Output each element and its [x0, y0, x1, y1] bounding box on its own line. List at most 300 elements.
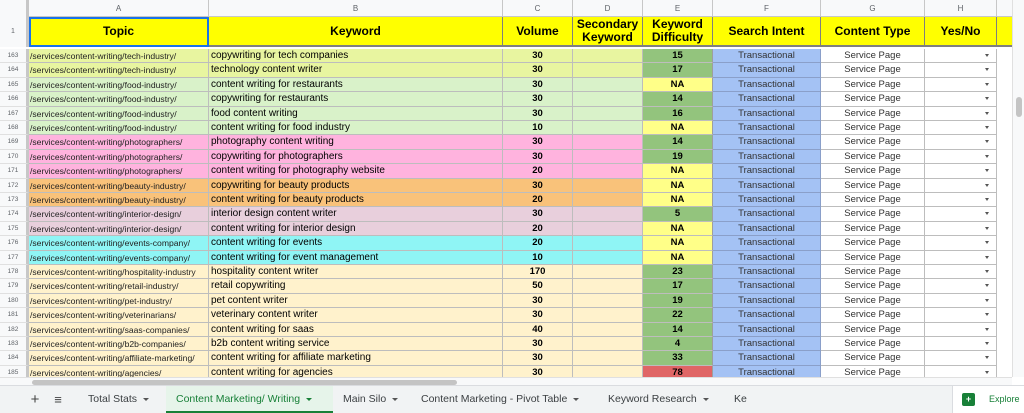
cell-yes-no[interactable]	[925, 121, 997, 135]
cell-secondary-keyword[interactable]	[573, 121, 643, 135]
cell-secondary-keyword[interactable]	[573, 63, 643, 77]
header-content-type[interactable]: Content Type	[821, 17, 925, 47]
cell-topic[interactable]: /services/content-writing/saas-companies/	[29, 323, 209, 337]
cell-yes-no[interactable]	[925, 207, 997, 221]
cell-search-intent[interactable]: Transactional	[713, 63, 821, 77]
column-letter-e[interactable]: E	[643, 0, 713, 17]
cell-volume[interactable]: 30	[503, 207, 573, 221]
table-row	[0, 323, 1012, 337]
tab-dropdown-icon[interactable]	[703, 398, 709, 401]
cell-secondary-keyword[interactable]	[573, 78, 643, 92]
tab-dropdown-icon[interactable]	[392, 398, 398, 401]
table-row	[0, 294, 1012, 308]
table-row	[0, 63, 1012, 77]
cell-keyword-difficulty[interactable]: 16	[643, 107, 713, 121]
cell-content-type[interactable]: Service Page	[821, 150, 925, 164]
cell-yes-no[interactable]	[925, 92, 997, 106]
cell-keyword[interactable]: pet content writer	[209, 294, 503, 308]
cell-volume[interactable]: 30	[503, 107, 573, 121]
column-letter-h[interactable]: H	[925, 0, 997, 17]
cell-yes-no[interactable]	[925, 236, 997, 250]
row-number[interactable]: 180	[0, 294, 29, 308]
cell-secondary-keyword[interactable]	[573, 179, 643, 193]
cell-content-type[interactable]: Service Page	[821, 63, 925, 77]
cell-topic[interactable]: /services/content-writing/interior-design/	[29, 207, 209, 221]
cell-topic[interactable]: /services/content-writing/veterinarians/	[29, 308, 209, 322]
row-number[interactable]: 173	[0, 193, 29, 207]
cell-yes-no[interactable]	[925, 323, 997, 337]
cell-keyword[interactable]: copywriting for restaurants	[209, 92, 503, 106]
dropdown-arrow-icon[interactable]	[985, 198, 989, 201]
cell-keyword-difficulty[interactable]: 23	[643, 265, 713, 279]
table-row	[0, 92, 1012, 106]
cell-search-intent[interactable]: Transactional	[713, 351, 821, 365]
cell-keyword[interactable]: content writing for interior design	[209, 222, 503, 236]
cell-keyword[interactable]: content writing for photography website	[209, 164, 503, 178]
cell-keyword-difficulty[interactable]: 14	[643, 135, 713, 149]
cell-keyword-difficulty[interactable]: NA	[643, 222, 713, 236]
data-grid	[0, 49, 1012, 377]
cell-secondary-keyword[interactable]	[573, 279, 643, 293]
cell-yes-no[interactable]	[925, 193, 997, 207]
cell-volume[interactable]: 20	[503, 193, 573, 207]
dropdown-arrow-icon[interactable]	[985, 342, 989, 345]
tab-dropdown-icon[interactable]	[306, 398, 312, 401]
cell-content-type[interactable]: Service Page	[821, 193, 925, 207]
table-row	[0, 193, 1012, 207]
header-yes-no[interactable]: Yes/No	[925, 17, 997, 47]
cell-secondary-keyword[interactable]	[573, 236, 643, 250]
cell-topic[interactable]: /services/content-writing/events-company/	[29, 236, 209, 250]
cell-keyword-difficulty[interactable]: 14	[643, 92, 713, 106]
cell-yes-no[interactable]	[925, 279, 997, 293]
cell-secondary-keyword[interactable]	[573, 135, 643, 149]
column-header-bar	[0, 0, 1012, 17]
select-all-corner[interactable]	[0, 0, 29, 17]
table-row	[0, 236, 1012, 250]
tab-dropdown-icon[interactable]	[573, 398, 579, 401]
cell-keyword[interactable]: hospitality content writer	[209, 265, 503, 279]
cell-content-type[interactable]: Service Page	[821, 49, 925, 63]
cell-keyword[interactable]: content writing for food industry	[209, 121, 503, 135]
cell-content-type[interactable]: Service Page	[821, 351, 925, 365]
cell-keyword[interactable]: content writing for restaurants	[209, 78, 503, 92]
cell-topic[interactable]: /services/content-writing/tech-industry/	[29, 49, 209, 63]
row-number[interactable]: 177	[0, 251, 29, 265]
cell-topic[interactable]: /services/content-writing/photographers/	[29, 150, 209, 164]
cell-keyword-difficulty[interactable]: 15	[643, 49, 713, 63]
explore-button[interactable]	[952, 386, 1024, 413]
row-number[interactable]: 178	[0, 265, 29, 279]
table-row	[0, 179, 1012, 193]
cell-content-type[interactable]: Service Page	[821, 236, 925, 250]
table-row	[0, 251, 1012, 265]
cell-secondary-keyword[interactable]	[573, 265, 643, 279]
tab-total-stats[interactable]	[78, 386, 164, 413]
cell-keyword-difficulty[interactable]: 33	[643, 351, 713, 365]
cell-yes-no[interactable]	[925, 63, 997, 77]
row-number[interactable]: 175	[0, 222, 29, 236]
cell-volume[interactable]: 40	[503, 323, 573, 337]
cell-secondary-keyword[interactable]	[573, 164, 643, 178]
cell-search-intent[interactable]: Transactional	[713, 49, 821, 63]
cell-secondary-keyword[interactable]	[573, 351, 643, 365]
cell-keyword[interactable]: copywriting for photographers	[209, 150, 503, 164]
dropdown-arrow-icon[interactable]	[985, 212, 989, 215]
cell-secondary-keyword[interactable]	[573, 294, 643, 308]
tab-label: Content Marketing - Pivot Table	[421, 393, 568, 405]
dropdown-arrow-icon[interactable]	[985, 299, 989, 302]
cell-content-type[interactable]: Service Page	[821, 308, 925, 322]
cell-yes-no[interactable]	[925, 164, 997, 178]
cell-keyword-difficulty[interactable]: 17	[643, 279, 713, 293]
cell-topic[interactable]: /services/content-writing/events-company/	[29, 251, 209, 265]
vertical-scrollbar[interactable]	[1012, 0, 1024, 377]
dropdown-arrow-icon[interactable]	[985, 371, 989, 374]
row-number[interactable]: 179	[0, 279, 29, 293]
tab-content-marketing-writing[interactable]	[166, 386, 333, 413]
header-keyword[interactable]: Keyword	[209, 17, 503, 47]
cell-topic[interactable]: /services/content-writing/food-industry/	[29, 121, 209, 135]
table-row	[0, 308, 1012, 322]
tab-pivot-table[interactable]	[411, 386, 596, 413]
table-row	[0, 351, 1012, 365]
cell-topic[interactable]: /services/content-writing/photographers/	[29, 135, 209, 149]
cell-yes-no[interactable]	[925, 251, 997, 265]
tab-main-silo[interactable]	[333, 386, 409, 413]
column-letter-c[interactable]: C	[503, 0, 573, 17]
header-row	[0, 17, 1012, 47]
cell-yes-no[interactable]	[925, 222, 997, 236]
cell-yes-no[interactable]	[925, 78, 997, 92]
cell-volume[interactable]: 10	[503, 251, 573, 265]
dropdown-arrow-icon[interactable]	[985, 227, 989, 230]
cell-search-intent[interactable]: Transactional	[713, 251, 821, 265]
cell-secondary-keyword[interactable]	[573, 337, 643, 351]
dropdown-arrow-icon[interactable]	[985, 97, 989, 100]
cell-search-intent[interactable]: Transactional	[713, 121, 821, 135]
tab-label: Ke	[734, 393, 747, 405]
cell-secondary-keyword[interactable]	[573, 251, 643, 265]
explore-label: Explore	[989, 394, 1020, 404]
cell-content-type[interactable]: Service Page	[821, 107, 925, 121]
table-row	[0, 78, 1012, 92]
cell-yes-no[interactable]	[925, 351, 997, 365]
cell-topic[interactable]: /services/content-writing/photographers/	[29, 164, 209, 178]
tab-label: Main Silo	[343, 393, 387, 405]
dropdown-arrow-icon[interactable]	[985, 112, 989, 115]
table-row	[0, 366, 1012, 377]
cell-keyword[interactable]: technology content writer	[209, 63, 503, 77]
cell-volume[interactable]: 30	[503, 49, 573, 63]
cell-content-type[interactable]: Service Page	[821, 164, 925, 178]
column-letter-f[interactable]: F	[713, 0, 821, 17]
dropdown-arrow-icon[interactable]	[985, 140, 989, 143]
cell-volume[interactable]: 170	[503, 265, 573, 279]
cell-content-type[interactable]: Service Page	[821, 265, 925, 279]
row-number[interactable]: 176	[0, 236, 29, 250]
cell-topic[interactable]: /services/content-writing/tech-industry/	[29, 63, 209, 77]
dropdown-arrow-icon[interactable]	[985, 241, 989, 244]
dropdown-arrow-icon[interactable]	[985, 184, 989, 187]
cell-keyword-difficulty[interactable]: 19	[643, 294, 713, 308]
table-row	[0, 279, 1012, 293]
cell-secondary-keyword[interactable]	[573, 366, 643, 377]
cell-yes-no[interactable]	[925, 366, 997, 377]
vertical-scroll-thumb[interactable]	[1016, 97, 1022, 117]
cell-keyword-difficulty[interactable]: NA	[643, 164, 713, 178]
row-number[interactable]: 1	[0, 17, 29, 47]
cell-volume[interactable]: 50	[503, 279, 573, 293]
cell-keyword-difficulty[interactable]: NA	[643, 193, 713, 207]
table-row	[0, 150, 1012, 164]
dropdown-arrow-icon[interactable]	[985, 328, 989, 331]
table-row	[0, 135, 1012, 149]
cell-topic[interactable]: /services/content-writing/pet-industry/	[29, 294, 209, 308]
cell-keyword[interactable]: copywriting for tech companies	[209, 49, 503, 63]
cell-keyword[interactable]: content writing for affiliate marketing	[209, 351, 503, 365]
cell-volume[interactable]: 30	[503, 135, 573, 149]
cell-content-type[interactable]: Service Page	[821, 366, 925, 377]
dropdown-arrow-icon[interactable]	[985, 284, 989, 287]
dropdown-arrow-icon[interactable]	[985, 54, 989, 57]
cell-search-intent[interactable]: Transactional	[713, 207, 821, 221]
cell-keyword-difficulty[interactable]: 14	[643, 323, 713, 337]
cell-keyword-difficulty[interactable]: 78	[643, 366, 713, 377]
cell-secondary-keyword[interactable]	[573, 308, 643, 322]
dropdown-arrow-icon[interactable]	[985, 83, 989, 86]
cell-volume[interactable]: 20	[503, 164, 573, 178]
row-number[interactable]: 165	[0, 78, 29, 92]
cell-keyword-difficulty[interactable]: NA	[643, 251, 713, 265]
cell-keyword[interactable]: content writing for saas	[209, 323, 503, 337]
cell-keyword-difficulty[interactable]: 17	[643, 63, 713, 77]
sheet-tab-bar	[0, 385, 1024, 413]
column-letter-g[interactable]: G	[821, 0, 925, 17]
cell-yes-no[interactable]	[925, 179, 997, 193]
table-row	[0, 107, 1012, 121]
row-number[interactable]: 184	[0, 351, 29, 365]
row-number[interactable]: 171	[0, 164, 29, 178]
tab-label: Keyword Research	[608, 393, 697, 405]
cell-keyword-difficulty[interactable]: 4	[643, 337, 713, 351]
cell-search-intent[interactable]: Transactional	[713, 193, 821, 207]
row-number[interactable]: 183	[0, 337, 29, 351]
cell-volume[interactable]: 30	[503, 337, 573, 351]
cell-search-intent[interactable]: Transactional	[713, 265, 821, 279]
cell-content-type[interactable]: Service Page	[821, 337, 925, 351]
cell-secondary-keyword[interactable]	[573, 222, 643, 236]
cell-content-type[interactable]: Service Page	[821, 179, 925, 193]
all-sheets-icon[interactable]: ≡	[54, 392, 62, 407]
cell-keyword[interactable]: b2b content writing service	[209, 337, 503, 351]
cell-content-type[interactable]: Service Page	[821, 135, 925, 149]
cell-topic[interactable]: /services/content-writing/food-industry/	[29, 92, 209, 106]
cell-keyword-difficulty[interactable]: 22	[643, 308, 713, 322]
cell-topic[interactable]: /services/content-writing/retail-industry/	[29, 279, 209, 293]
cell-secondary-keyword[interactable]	[573, 107, 643, 121]
cell-volume[interactable]: 30	[503, 92, 573, 106]
row-number[interactable]: 182	[0, 323, 29, 337]
cell-content-type[interactable]: Service Page	[821, 251, 925, 265]
header-keyword-difficulty[interactable]: Keyword Difficulty	[643, 17, 713, 47]
cell-content-type[interactable]: Service Page	[821, 222, 925, 236]
cell-keyword-difficulty[interactable]: NA	[643, 121, 713, 135]
row-number[interactable]: 168	[0, 121, 29, 135]
table-row	[0, 337, 1012, 351]
cell-keyword[interactable]: content writing for beauty products	[209, 193, 503, 207]
cell-search-intent[interactable]: Transactional	[713, 92, 821, 106]
cell-keyword[interactable]: copywriting for beauty products	[209, 179, 503, 193]
cell-search-intent[interactable]: Transactional	[713, 308, 821, 322]
dropdown-arrow-icon[interactable]	[985, 155, 989, 158]
tab-dropdown-icon[interactable]	[143, 398, 149, 401]
row-number[interactable]: 169	[0, 135, 29, 149]
cell-topic[interactable]: /services/content-writing/food-industry/	[29, 78, 209, 92]
cell-search-intent[interactable]: Transactional	[713, 323, 821, 337]
table-row	[0, 164, 1012, 178]
table-row	[0, 121, 1012, 135]
cell-search-intent[interactable]: Transactional	[713, 236, 821, 250]
cell-keyword-difficulty[interactable]: 5	[643, 207, 713, 221]
cell-yes-no[interactable]	[925, 150, 997, 164]
header-search-intent[interactable]: Search Intent	[713, 17, 821, 47]
cell-search-intent[interactable]: Transactional	[713, 107, 821, 121]
table-row	[0, 265, 1012, 279]
cell-yes-no[interactable]	[925, 308, 997, 322]
cell-secondary-keyword[interactable]	[573, 323, 643, 337]
column-letter-d[interactable]: D	[573, 0, 643, 17]
cell-content-type[interactable]: Service Page	[821, 78, 925, 92]
cell-volume[interactable]: 30	[503, 179, 573, 193]
cell-content-type[interactable]: Service Page	[821, 323, 925, 337]
cell-volume[interactable]: 20	[503, 222, 573, 236]
row-number[interactable]: 164	[0, 63, 29, 77]
table-row	[0, 222, 1012, 236]
cell-volume[interactable]: 30	[503, 294, 573, 308]
cell-topic[interactable]: /services/content-writing/hospitality-industry	[29, 265, 209, 279]
cell-search-intent[interactable]: Transactional	[713, 135, 821, 149]
header-volume[interactable]: Volume	[503, 17, 573, 47]
cell-yes-no[interactable]	[925, 265, 997, 279]
row-number[interactable]: 166	[0, 92, 29, 106]
cell-content-type[interactable]: Service Page	[821, 207, 925, 221]
cell-volume[interactable]: 30	[503, 150, 573, 164]
dropdown-arrow-icon[interactable]	[985, 256, 989, 259]
cell-keyword[interactable]: food content writing	[209, 107, 503, 121]
tab-truncated[interactable]	[724, 386, 754, 413]
cell-content-type[interactable]: Service Page	[821, 121, 925, 135]
cell-keyword-difficulty[interactable]: NA	[643, 179, 713, 193]
cell-secondary-keyword[interactable]	[573, 207, 643, 221]
add-sheet-icon[interactable]: +	[30, 391, 40, 408]
cell-volume[interactable]: 10	[503, 121, 573, 135]
header-spacer	[997, 17, 1012, 47]
cell-secondary-keyword[interactable]	[573, 92, 643, 106]
cell-topic[interactable]: /services/content-writing/b2b-companies/	[29, 337, 209, 351]
cell-content-type[interactable]: Service Page	[821, 92, 925, 106]
cell-keyword[interactable]: content writing for event management	[209, 251, 503, 265]
row-number[interactable]: 170	[0, 150, 29, 164]
cell-secondary-keyword[interactable]	[573, 150, 643, 164]
cell-search-intent[interactable]: Transactional	[713, 150, 821, 164]
cell-topic[interactable]: /services/content-writing/agencies/	[29, 366, 209, 377]
column-letter-b[interactable]: B	[209, 0, 503, 17]
row-number[interactable]: 172	[0, 179, 29, 193]
cell-yes-no[interactable]	[925, 49, 997, 63]
cell-keyword-difficulty[interactable]: 19	[643, 150, 713, 164]
cell-yes-no[interactable]	[925, 337, 997, 351]
row-number[interactable]: 185	[0, 366, 29, 377]
row-number[interactable]: 174	[0, 207, 29, 221]
cell-topic[interactable]: /services/content-writing/interior-design/	[29, 222, 209, 236]
table-row	[0, 207, 1012, 221]
cell-search-intent[interactable]: Transactional	[713, 294, 821, 308]
dropdown-arrow-icon[interactable]	[985, 313, 989, 316]
cell-topic[interactable]: /services/content-writing/beauty-industry/	[29, 179, 209, 193]
cell-search-intent[interactable]: Transactional	[713, 164, 821, 178]
cell-keyword[interactable]: veterinary content writer	[209, 308, 503, 322]
dropdown-arrow-icon[interactable]	[985, 126, 989, 129]
cell-keyword-difficulty[interactable]: NA	[643, 236, 713, 250]
cell-secondary-keyword[interactable]	[573, 193, 643, 207]
header-secondary-keyword[interactable]: Secondary Keyword	[573, 17, 643, 47]
dropdown-arrow-icon[interactable]	[985, 169, 989, 172]
cell-yes-no[interactable]	[925, 294, 997, 308]
row-number[interactable]: 181	[0, 308, 29, 322]
row-number[interactable]: 163	[0, 49, 29, 63]
cell-topic[interactable]: /services/content-writing/affiliate-marketing/	[29, 351, 209, 365]
cell-keyword[interactable]: content writing for events	[209, 236, 503, 250]
cell-search-intent[interactable]: Transactional	[713, 366, 821, 377]
cell-search-intent[interactable]: Transactional	[713, 279, 821, 293]
cell-keyword[interactable]: retail copywriting	[209, 279, 503, 293]
dropdown-arrow-icon[interactable]	[985, 68, 989, 71]
cell-volume[interactable]: 30	[503, 308, 573, 322]
cell-keyword[interactable]: content writing for agencies	[209, 366, 503, 377]
tab-label: Content Marketing/ Writing	[176, 393, 301, 405]
cell-keyword[interactable]: photography content writing	[209, 135, 503, 149]
cell-keyword-difficulty[interactable]: NA	[643, 78, 713, 92]
cell-content-type[interactable]: Service Page	[821, 279, 925, 293]
header-topic[interactable]: Topic	[29, 17, 209, 47]
cell-search-intent[interactable]: Transactional	[713, 78, 821, 92]
cell-search-intent[interactable]: Transactional	[713, 337, 821, 351]
cell-search-intent[interactable]: Transactional	[713, 222, 821, 236]
table-row	[0, 49, 1012, 63]
cell-topic[interactable]: /services/content-writing/food-industry/	[29, 107, 209, 121]
cell-volume[interactable]: 20	[503, 236, 573, 250]
column-letter-a[interactable]: A	[29, 0, 209, 17]
cell-volume[interactable]: 30	[503, 351, 573, 365]
horizontal-scrollbar[interactable]	[0, 377, 1012, 385]
dropdown-arrow-icon[interactable]	[985, 270, 989, 273]
cell-yes-no[interactable]	[925, 107, 997, 121]
row-number[interactable]: 167	[0, 107, 29, 121]
cell-topic[interactable]: /services/content-writing/beauty-industry/	[29, 193, 209, 207]
cell-content-type[interactable]: Service Page	[821, 294, 925, 308]
cell-search-intent[interactable]: Transactional	[713, 179, 821, 193]
cell-secondary-keyword[interactable]	[573, 49, 643, 63]
dropdown-arrow-icon[interactable]	[985, 356, 989, 359]
cell-keyword[interactable]: interior design content writer	[209, 207, 503, 221]
cell-volume[interactable]: 30	[503, 78, 573, 92]
cell-yes-no[interactable]	[925, 135, 997, 149]
tab-keyword-research[interactable]	[598, 386, 722, 413]
explore-icon: +	[962, 393, 975, 406]
cell-volume[interactable]: 30	[503, 366, 573, 377]
cell-volume[interactable]: 30	[503, 63, 573, 77]
